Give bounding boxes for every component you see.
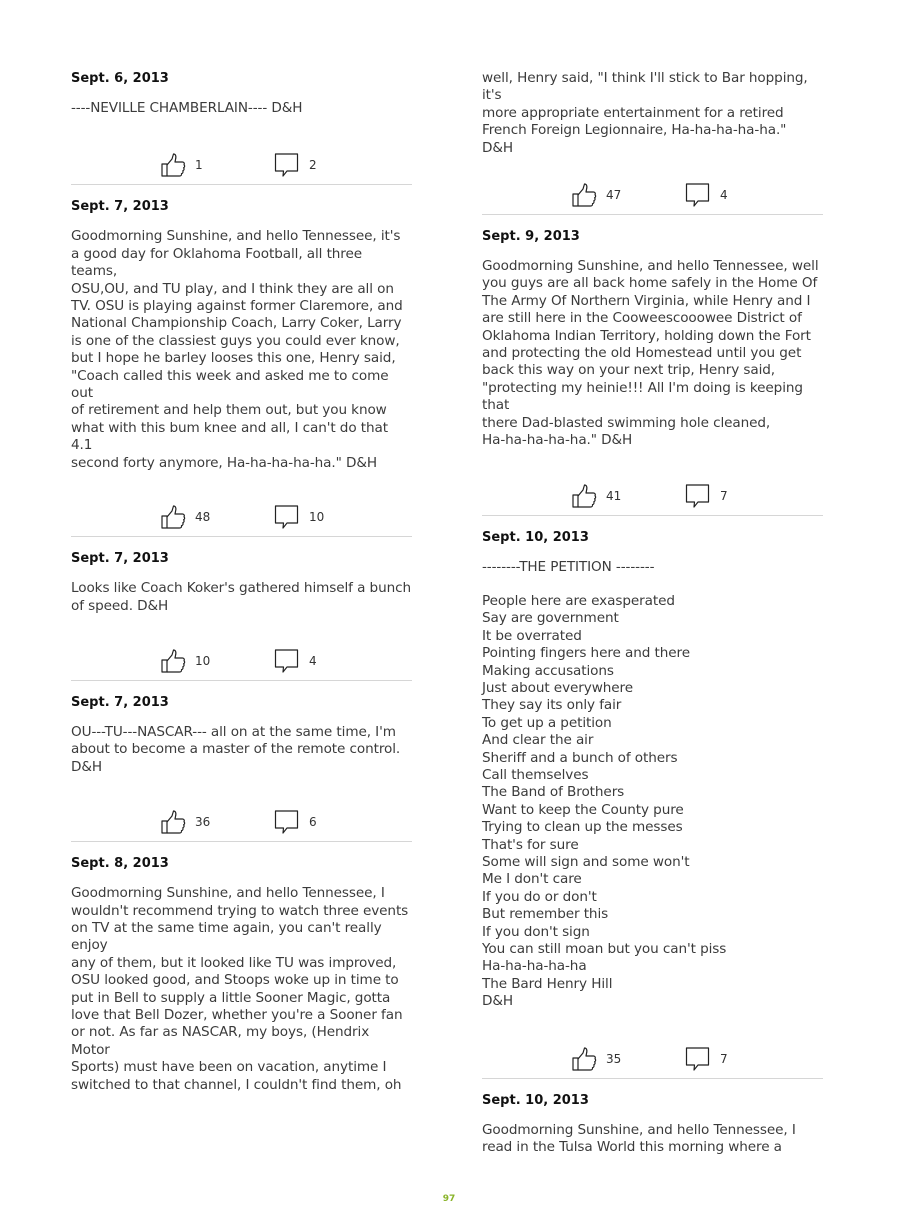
- post: [71, 550, 412, 681]
- comment-count: 4: [720, 188, 728, 203]
- post-date: Sept. 9, 2013: [482, 229, 580, 245]
- like-button[interactable]: [571, 483, 621, 509]
- post-text: OU---TU---NASCAR--- all on at the same time, I'm about to become a master of the remote control. D&H: [71, 723, 401, 775]
- post-text: Goodmorning Sunshine, and hello Tennessee, it's a good day for Oklahoma Football, all three teams, OSU,OU, and TU play, and I think they are all on TV. OSU is playing against former Claremore, and National Championship Coach, Larry Coker, Larry is one of the classiest guys you could ever know, but I hope he barley looses this one, Henry said, "Coach called this week and asked me to come out of retirement and help them out, but you know what with this bum knee and all, I can't do that 4.1 second forty anymore, Ha-ha-ha-ha-ha." D&H: [71, 228, 403, 471]
- thumbs-up-icon: [571, 1046, 597, 1072]
- comment-count: 7: [720, 488, 728, 503]
- post: [482, 70, 823, 215]
- comment-button[interactable]: [685, 182, 728, 208]
- post: [71, 198, 412, 537]
- post-divider: [71, 184, 412, 185]
- speech-bubble-icon: [685, 483, 711, 509]
- post-divider: [482, 214, 823, 215]
- post-text: Goodmorning Sunshine, and hello Tennessee, well you guys are all back home safely in the Home Of The Army Of Northern Virginia, while Henry and I are still here in the Cooweescooowee District of Oklahoma Indian Territory, holding down the Fort and protecting the old Homestead until you get back this way on your next trip, Henry said, "protecting my heinie!!! All I'm doing is keeping that there Dad-blasted swimming hole cleaned, Ha-ha-ha-ha-ha." D&H: [482, 258, 819, 449]
- post: [71, 70, 412, 185]
- right-column: [482, 70, 823, 1156]
- comment-button[interactable]: [685, 483, 728, 509]
- like-button[interactable]: [160, 152, 203, 178]
- post-date: Sept. 7, 2013: [71, 694, 169, 710]
- like-button[interactable]: [160, 809, 210, 835]
- post: [71, 855, 412, 1094]
- comment-count: 2: [309, 158, 317, 173]
- post-divider: [482, 515, 823, 516]
- like-button[interactable]: [160, 648, 210, 674]
- comment-button[interactable]: [685, 1046, 728, 1072]
- like-button[interactable]: [160, 504, 210, 530]
- left-column: [71, 70, 412, 1094]
- comment-button[interactable]: [274, 504, 324, 530]
- post-actions: [71, 152, 412, 182]
- speech-bubble-icon: [274, 648, 300, 674]
- post: [482, 1092, 823, 1157]
- comment-count: 6: [309, 815, 317, 830]
- post: [482, 228, 823, 515]
- post-actions: [71, 504, 412, 534]
- speech-bubble-icon: [274, 504, 300, 530]
- post: [482, 529, 823, 1079]
- post-text: ----NEVILLE CHAMBERLAIN---- D&H: [71, 100, 303, 116]
- comment-count: 4: [309, 653, 317, 668]
- post-divider: [71, 841, 412, 842]
- post-date: Sept. 7, 2013: [71, 199, 169, 215]
- speech-bubble-icon: [274, 809, 300, 835]
- post: [71, 694, 412, 842]
- post-actions: [482, 483, 823, 513]
- post-actions: [71, 648, 412, 678]
- post-date: Sept. 8, 2013: [71, 856, 169, 872]
- post-actions: [482, 1046, 823, 1076]
- like-count: 10: [195, 653, 211, 668]
- page-number: 97: [442, 1194, 456, 1204]
- like-button[interactable]: [571, 1046, 621, 1072]
- poem-title: --------THE PETITION --------: [482, 558, 655, 575]
- post-date: Sept. 10, 2013: [482, 1092, 589, 1108]
- comment-count: 7: [720, 1051, 728, 1066]
- thumbs-up-icon: [571, 483, 597, 509]
- post-text: People here are exasperated Say are government It be overrated Pointing fingers here and there Making accusations Just about everywhere They say its only fair To get up a petition And clear the air Sheriff and a bunch of others Call themselves The Band of Brothers Want to keep the County pure Trying to clean up the messes That's for sure Some will sign and some won't Me I don't care If you do or don't But remember this If you don't sign You can still moan but you can't piss Ha-ha-ha-ha-ha The Bard Henry Hill D&H: [482, 592, 727, 1010]
- like-button[interactable]: [571, 182, 621, 208]
- thumbs-up-icon: [160, 809, 186, 835]
- like-count: 35: [606, 1051, 622, 1066]
- post-date: Sept. 6, 2013: [71, 71, 169, 86]
- post-divider: [482, 1078, 823, 1079]
- like-count: 36: [195, 815, 211, 830]
- post-divider: [71, 680, 412, 681]
- thumbs-up-icon: [160, 504, 186, 530]
- comment-count: 10: [309, 510, 325, 525]
- speech-bubble-icon: [685, 182, 711, 208]
- like-count: 47: [606, 188, 622, 203]
- post-date: Sept. 7, 2013: [71, 551, 169, 567]
- like-count: 48: [195, 510, 211, 525]
- post-actions: [482, 182, 823, 212]
- thumbs-up-icon: [571, 182, 597, 208]
- post-date: Sept. 10, 2013: [482, 529, 589, 545]
- thumbs-up-icon: [160, 152, 186, 178]
- comment-button[interactable]: [274, 152, 317, 178]
- like-count: 41: [606, 488, 622, 503]
- post-text: Goodmorning Sunshine, and hello Tennessee, I wouldn't recommend trying to watch three events on TV at the same time again, you can't really enjoy any of them, but it looked like TU was improved, OSU looked good, and Stoops woke up in time to put in Bell to supply a little Sooner Magic, gotta love that Bell Dozer, whether you're a Sooner fan or not. As far as NASCAR, my boys, (Hendrix Motor Sports) must have been on vacation, anytime I switched to that channel, I couldn't find them, oh: [71, 885, 409, 1093]
- post-text: Goodmorning Sunshine, and hello Tennessee, I read in the Tulsa World this morning where a: [482, 1121, 796, 1156]
- comment-button[interactable]: [274, 648, 317, 674]
- comment-button[interactable]: [274, 809, 317, 835]
- post-divider: [71, 536, 412, 537]
- speech-bubble-icon: [685, 1046, 711, 1072]
- post-text: Looks like Coach Koker's gathered himself a bunch of speed. D&H: [71, 580, 411, 614]
- speech-bubble-icon: [274, 152, 300, 178]
- post-actions: [71, 809, 412, 839]
- thumbs-up-icon: [160, 648, 186, 674]
- post-text: well, Henry said, "I think I'll stick to Bar hopping, it's more appropriate entertainment for a retired French Foreign Legionnaire, Ha-ha-ha-ha-ha." D&H: [482, 70, 808, 156]
- like-count: 1: [195, 158, 203, 173]
